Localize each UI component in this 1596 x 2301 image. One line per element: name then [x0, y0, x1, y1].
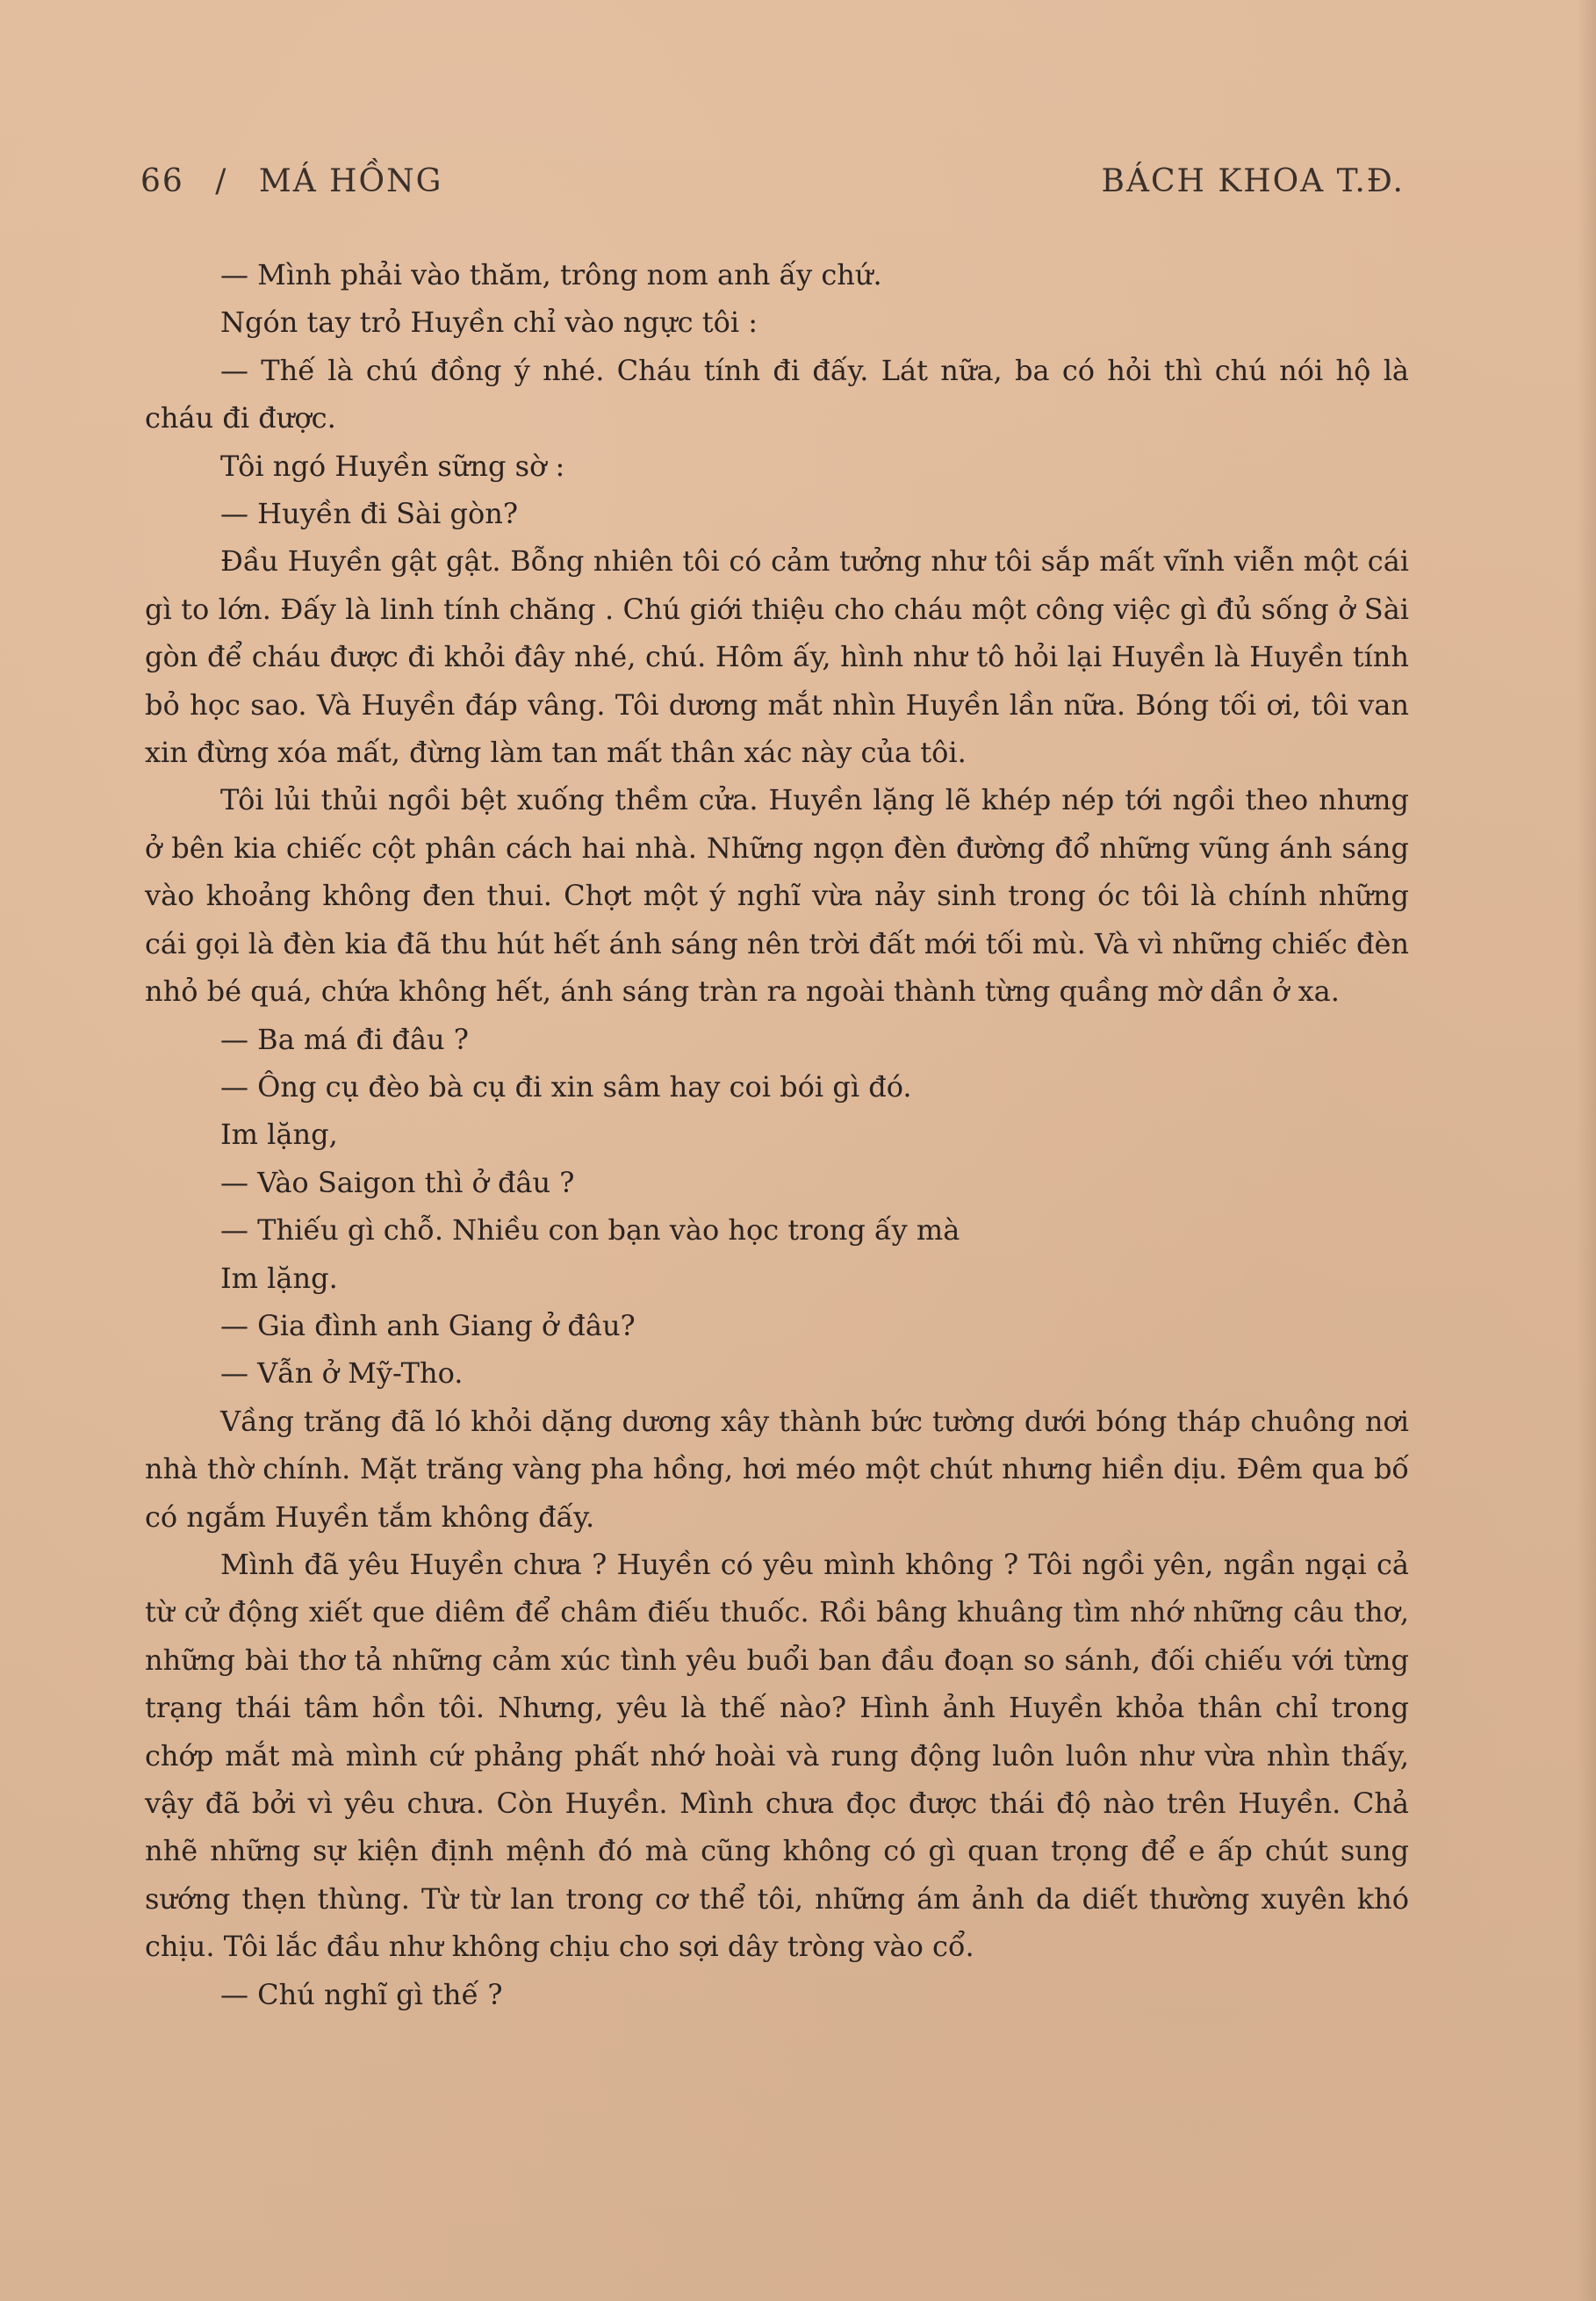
- chapter-title: MÁ HỒNG: [258, 163, 443, 199]
- header-separator: /: [215, 163, 228, 199]
- paragraph: — Mình phải vào thăm, trông nom anh ấy chứ.: [220, 258, 882, 291]
- paragraph: — Thiếu gì chỗ. Nhiều con bạn vào học trong ấy mà: [220, 1213, 960, 1248]
- paragraph: — Huyền đi Sài gòn?: [220, 497, 519, 531]
- page-number: 66: [140, 163, 184, 199]
- paragraph: Vầng trăng đã ló khỏi dặng dương xây thành bức tường dưới bóng tháp chuông nơi nhà thờ chính. Mặt trăng vàng pha hồng, hơi méo một chút nhưng hiền dịu. Đêm qua bố có ngắm Huyền tắm không đấy.: [145, 1404, 1409, 1534]
- header-left: [140, 163, 462, 199]
- paragraph: Im lặng,: [220, 1118, 338, 1152]
- publisher-name: BÁCH KHOA T.Đ.: [1101, 163, 1405, 199]
- running-header: [140, 163, 1405, 216]
- body-text: [145, 251, 1409, 2018]
- paragraph: Mình đã yêu Huyền chưa ? Huyền có yêu mình không ? Tôi ngồi yên, ngần ngại cả từ cử động xiết que diêm để châm điếu thuốc. Rồi bâng khuâng tìm nhớ những câu thơ, những bài thơ tả những cảm xúc tình yêu buổi ban đầu đoạn so sánh, đối chiếu với từng trạng thái tâm hồn tôi. Nhưng, yêu là thế nào? Hình ảnh Huyền khỏa thân chỉ trong chớp mắt mà mình cứ phảng phất nhớ hoài và rung động luôn luôn như vừa nhìn thấy, vậy đã bởi vì yêu chưa. Còn Huyền. Mình chưa đọc được thái độ nào trên Huyền. Chả nhẽ những sự kiện định mệnh đó mà cũng không có gì quan trọng để e ấp chút sung sướng thẹn thùng. Từ từ lan trong cơ thể tôi, những ám ảnh da diết thường xuyên khó chịu. Tôi lắc đầu như không chịu cho sợi dây tròng vào cổ.: [145, 1547, 1409, 1964]
- paragraph: — Vẫn ở Mỹ-Tho.: [220, 1356, 464, 1391]
- paragraph: — Chú nghĩ gì thế ?: [220, 1977, 503, 2011]
- paragraph: Ngón tay trỏ Huyền chỉ vào ngực tôi :: [220, 306, 758, 340]
- paragraph: Đầu Huyền gật gật. Bỗng nhiên tôi có cảm tưởng như tôi sắp mất vĩnh viễn một cái gì to lớn. Đấy là linh tính chăng . Chú giới thiệu cho cháu một công việc gì đủ sống ở Sài gòn để cháu được đi khỏi đây nhé, chú. Hôm ấy, hình như tô hỏi lại Huyền là Huyền tính bỏ học sao. Và Huyền đáp vâng. Tôi dương mắt nhìn Huyền lần nữa. Bóng tối ơi, tôi van xin đừng xóa mất, đừng làm tan mất thân xác này của tôi.: [145, 544, 1409, 770]
- paragraph: Tôi ngó Huyền sững sờ :: [220, 449, 565, 483]
- paragraph: — Ba má đi đâu ?: [220, 1022, 469, 1056]
- paragraph: — Thế là chú đồng ý nhé. Cháu tính đi đấy. Lát nữa, ba có hỏi thì chú nói hộ là cháu đi được.: [145, 353, 1409, 435]
- paragraph: Im lặng.: [220, 1261, 338, 1295]
- page-edge-shadow: [1577, 0, 1596, 2301]
- paragraph: — Gia đình anh Giang ở đâu?: [220, 1308, 636, 1342]
- paragraph: — Ông cụ đèo bà cụ đi xin sâm hay coi bói gì đó.: [220, 1069, 912, 1104]
- paragraph: — Vào Saigon thì ở đâu ?: [220, 1165, 575, 1199]
- paragraph: Tôi lủi thủi ngồi bệt xuống thềm cửa. Huyền lặng lẽ khép nép tới ngồi theo nhưng ở bên kia chiếc cột phân cách hai nhà. Những ngọn đèn đường đổ những vũng ánh sáng vào khoảng không đen thui. Chợt một ý nghĩ vừa nảy sinh trong óc tôi là chính những cái gọi là đèn kia đã thu hút hết ánh sáng nên trời đất mới tối mù. Và vì những chiếc đèn nhỏ bé quá, chứa không hết, ánh sáng tràn ra ngoài thành từng quầng mờ dần ở xa.: [145, 783, 1409, 1009]
